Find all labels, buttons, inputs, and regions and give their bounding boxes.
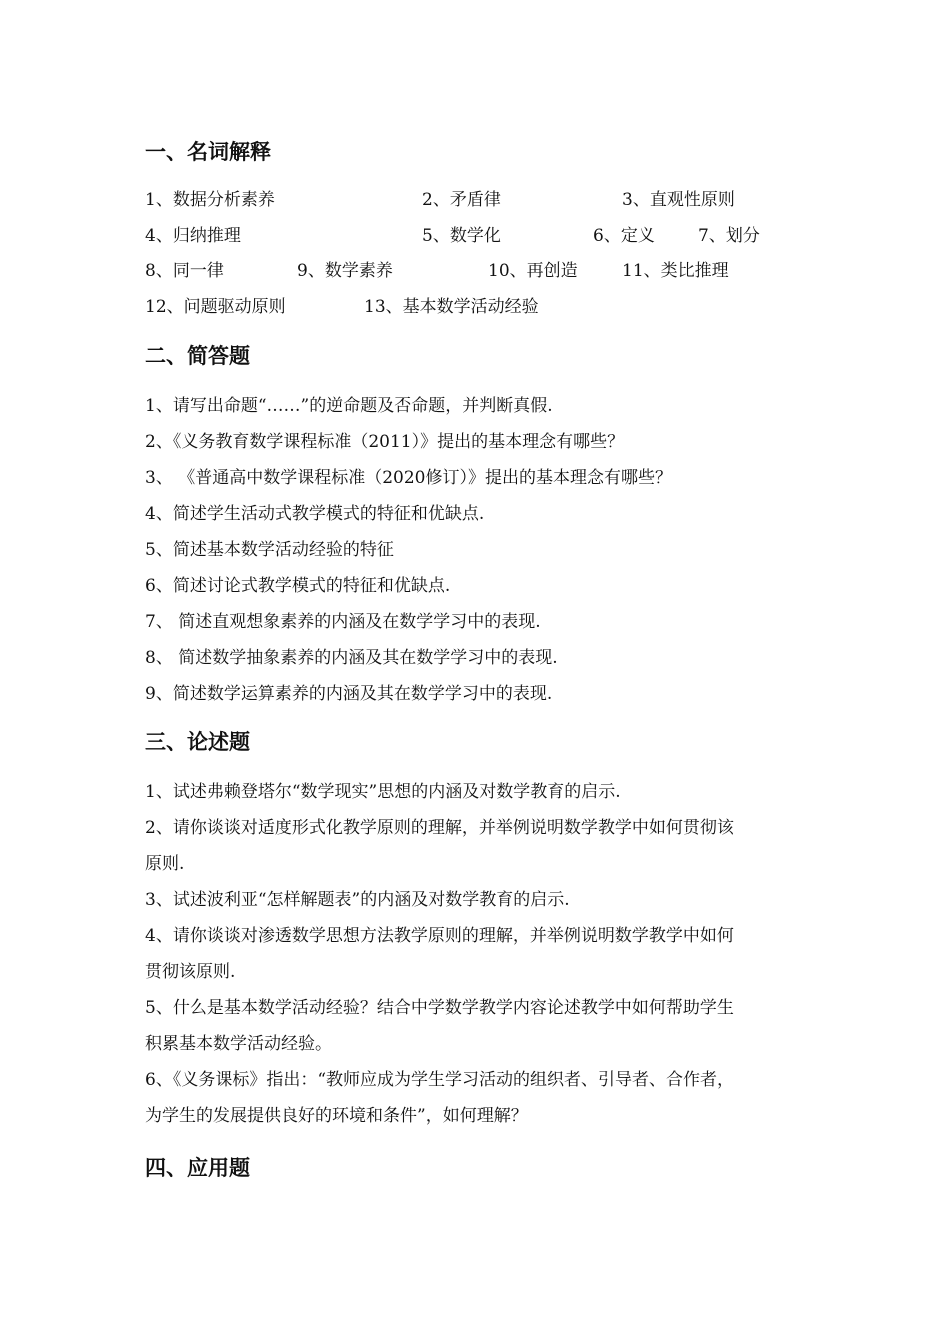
question-item: 1、请写出命题“……”的逆命题及否命题，并判断真假. (145, 396, 553, 416)
question-item: 6、简述讨论式教学模式的特征和优缺点. (145, 576, 451, 596)
essay-line: 1、试述弗赖登塔尔“数学现实”思想的内涵及对数学教育的启示. (145, 782, 621, 802)
essay-line: 积累基本数学活动经验。 (145, 1034, 332, 1054)
term-item: 12、问题驱动原则 (145, 297, 286, 317)
essay-line: 2、请你谈谈对适度形式化教学原则的理解，并举例说明数学教学中如何贯彻该 (145, 818, 734, 838)
question-item: 3、 《普通高中数学课程标准（2020修订）》提出的基本理念有哪些？ (145, 468, 672, 488)
section-heading-essay: 三、论述题 (145, 730, 250, 754)
question-item: 8、 简述数学抽象素养的内涵及其在数学学习中的表现. (145, 648, 558, 668)
term-item: 6、定义 (593, 226, 655, 246)
term-item: 5、数学化 (422, 226, 501, 246)
term-item: 2、矛盾律 (422, 190, 501, 210)
term-item: 3、直观性原则 (622, 190, 735, 210)
essay-line: 3、试述波利亚“怎样解题表”的内涵及对数学教育的启示. (145, 890, 570, 910)
essay-line: 原则. (145, 854, 185, 874)
question-item: 4、简述学生活动式教学模式的特征和优缺点. (145, 504, 485, 524)
question-item: 2、《义务教育数学课程标准（2011）》提出的基本理念有哪些？ (145, 432, 625, 452)
question-item: 9、简述数学运算素养的内涵及其在数学学习中的表现. (145, 684, 553, 704)
term-item: 9、数学素养 (297, 261, 393, 281)
essay-line: 4、请你谈谈对渗透数学思想方法教学原则的理解，并举例说明数学教学中如何 (145, 926, 734, 946)
essay-line: 6、《义务课标》指出：“教师应成为学生学习活动的组织者、引导者、合作者， (145, 1070, 735, 1090)
term-item: 11、类比推理 (622, 261, 729, 281)
section-heading-short-answer: 二、简答题 (145, 344, 250, 368)
question-item: 7、 简述直观想象素养的内涵及在数学学习中的表现. (145, 612, 541, 632)
section-heading-terms: 一、名词解释 (145, 140, 271, 164)
essay-line: 5、什么是基本数学活动经验？结合中学数学教学内容论述教学中如何帮助学生 (145, 998, 734, 1018)
question-item: 5、简述基本数学活动经验的特征 (145, 540, 394, 560)
term-item: 8、同一律 (145, 261, 224, 281)
essay-line: 为学生的发展提供良好的环境和条件”，如何理解？ (145, 1106, 528, 1126)
essay-line: 贯彻该原则. (145, 962, 236, 982)
term-item: 13、基本数学活动经验 (364, 297, 539, 317)
term-item: 1、数据分析素养 (145, 190, 275, 210)
term-item: 4、归纳推理 (145, 226, 241, 246)
section-heading-application: 四、应用题 (145, 1156, 250, 1180)
term-item: 7、划分 (698, 226, 760, 246)
term-item: 10、再创造 (488, 261, 578, 281)
